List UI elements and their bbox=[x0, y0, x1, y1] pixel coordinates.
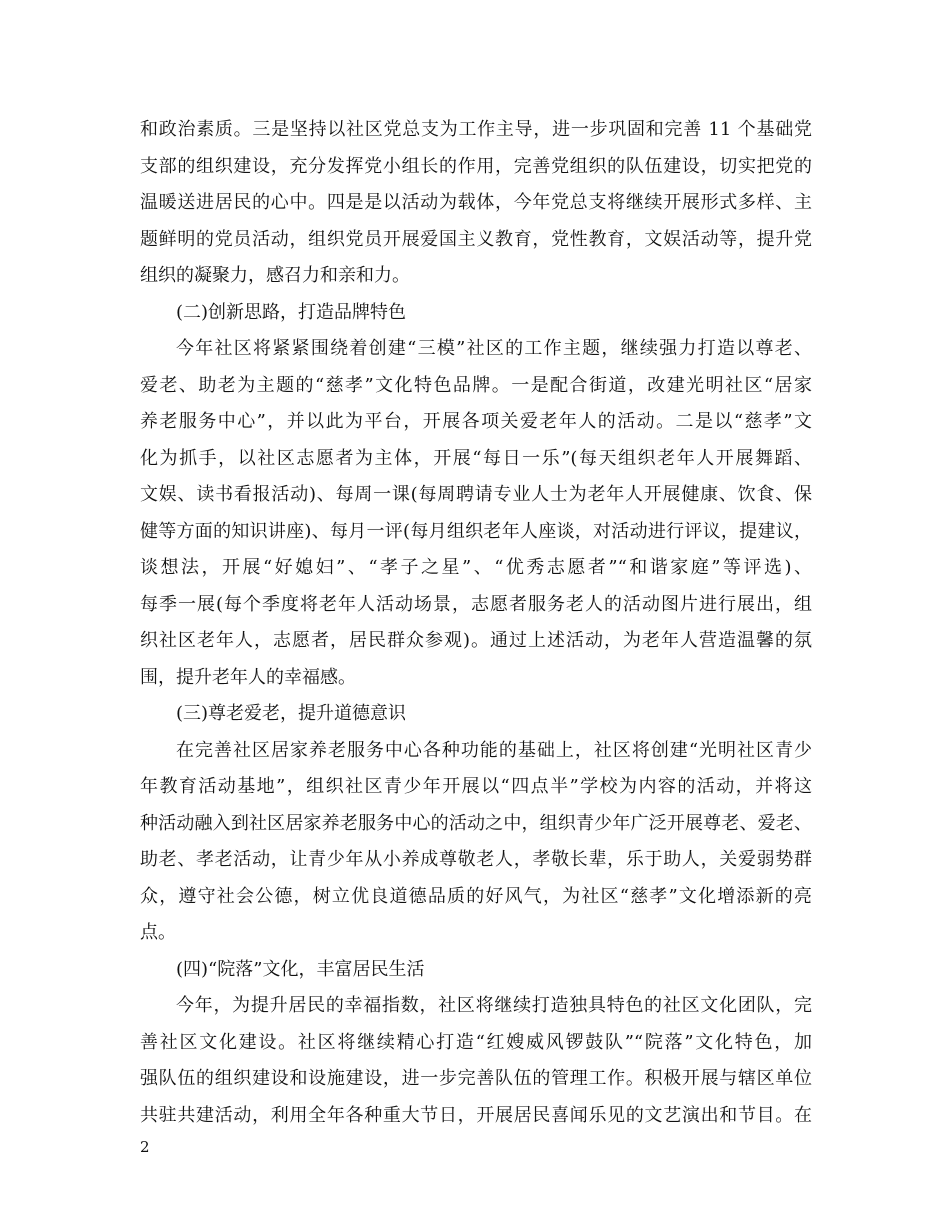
paragraph-line: 养老服务中心”，并以此为平台，开展各项关爱老年人的活动。二是以“慈孝”文 bbox=[140, 411, 812, 432]
paragraph-line: 化为抓手，以社区志愿者为主体，开展“每日一乐”(每天组织老年人开展舞蹈、 bbox=[140, 447, 812, 469]
paragraph-line: 题鲜明的党员活动，组织党员开展爱国主义教育，党性教育，文娱活动等，提升党 bbox=[140, 228, 812, 250]
paragraph-line: 种活动融入到社区居家养老服务中心的活动之中，组织青少年广泛开展尊老、爱老、 bbox=[140, 812, 812, 834]
paragraph-line: 共驻共建活动，利用全年各种重大节日，开展居民喜闻乐见的文艺演出和节目。在 bbox=[140, 1104, 812, 1126]
paragraph-line: 强队伍的组织建设和设施建设，进一步完善队伍的管理工作。积极开展与辖区单位 bbox=[140, 1068, 812, 1089]
section-heading: (四)“院落”文化，丰富居民生活 bbox=[176, 958, 425, 980]
document-body bbox=[140, 112, 812, 1134]
paragraph-line: 今年社区将紧紧围绕着创建“三模”社区的工作主题，继续强力打造以尊老、 bbox=[176, 338, 812, 359]
section-heading: (三)尊老爱老，提升道德意识 bbox=[176, 703, 407, 724]
paragraph-line: 众，遵守社会公德，树立优良道德品质的好风气，为社区“慈孝”文化增添新的亮 bbox=[140, 885, 812, 907]
paragraph-line: 围，提升老年人的幸福感。 bbox=[140, 666, 356, 688]
paragraph-line: 在完善社区居家养老服务中心各种功能的基础上，社区将创建“光明社区青少 bbox=[176, 739, 812, 761]
paragraph-line: 年教育活动基地”，组织社区青少年开展以“四点半”学校为内容的活动，并将这 bbox=[140, 776, 812, 797]
paragraph-line: 健等方面的知识讲座)、每月一评(每月组织老年人座谈，对活动进行评议，提建议， bbox=[140, 520, 812, 542]
paragraph-line: 组织的凝聚力，感召力和亲和力。 bbox=[140, 265, 410, 286]
paragraph-line: 支部的组织建设，充分发挥党小组长的作用，完善党组织的队伍建设，切实把党的 bbox=[140, 155, 812, 177]
paragraph-line: 点。 bbox=[140, 922, 176, 943]
paragraph-line: 文娱、读书看报活动)、每周一课(每周聘请专业人士为老年人开展健康、饮食、保 bbox=[140, 484, 812, 505]
paragraph-line: 温暖送进居民的心中。四是是以活动为载体，今年党总支将继续开展形式多样、主 bbox=[140, 192, 812, 213]
paragraph-line: 善社区文化建设。社区将继续精心打造“红嫂威风锣鼓队”“院落”文化特色，加 bbox=[140, 1031, 812, 1053]
paragraph-line: 谈想法，开展“好媳妇”、“孝子之星”、“优秀志愿者”“和谐家庭”等评选)、 bbox=[140, 557, 812, 578]
section-heading: (二)创新思路，打造品牌特色 bbox=[176, 301, 407, 323]
page-number: 2 bbox=[140, 1138, 150, 1156]
paragraph-line: 爱老、助老为主题的“慈孝”文化特色品牌。一是配合街道，改建光明社区“居家 bbox=[140, 374, 812, 396]
paragraph-line: 助老、孝老活动，让青少年从小养成尊敬老人，孝敬长辈，乐于助人，关爱弱势群 bbox=[140, 849, 812, 870]
paragraph-line: 和政治素质。三是坚持以社区党总支为工作主导，进一步巩固和完善 11 个基础党 bbox=[140, 119, 812, 140]
paragraph-line: 每季一展(每个季度将老年人活动场景，志愿者服务老人的活动图片进行展出，组 bbox=[140, 593, 812, 615]
paragraph-line: 织社区老年人，志愿者，居民群众参观)。通过上述活动，为老年人营造温馨的氛 bbox=[140, 630, 812, 651]
paragraph-line: 今年，为提升居民的幸福指数，社区将继续打造独具特色的社区文化团队，完 bbox=[176, 995, 812, 1016]
